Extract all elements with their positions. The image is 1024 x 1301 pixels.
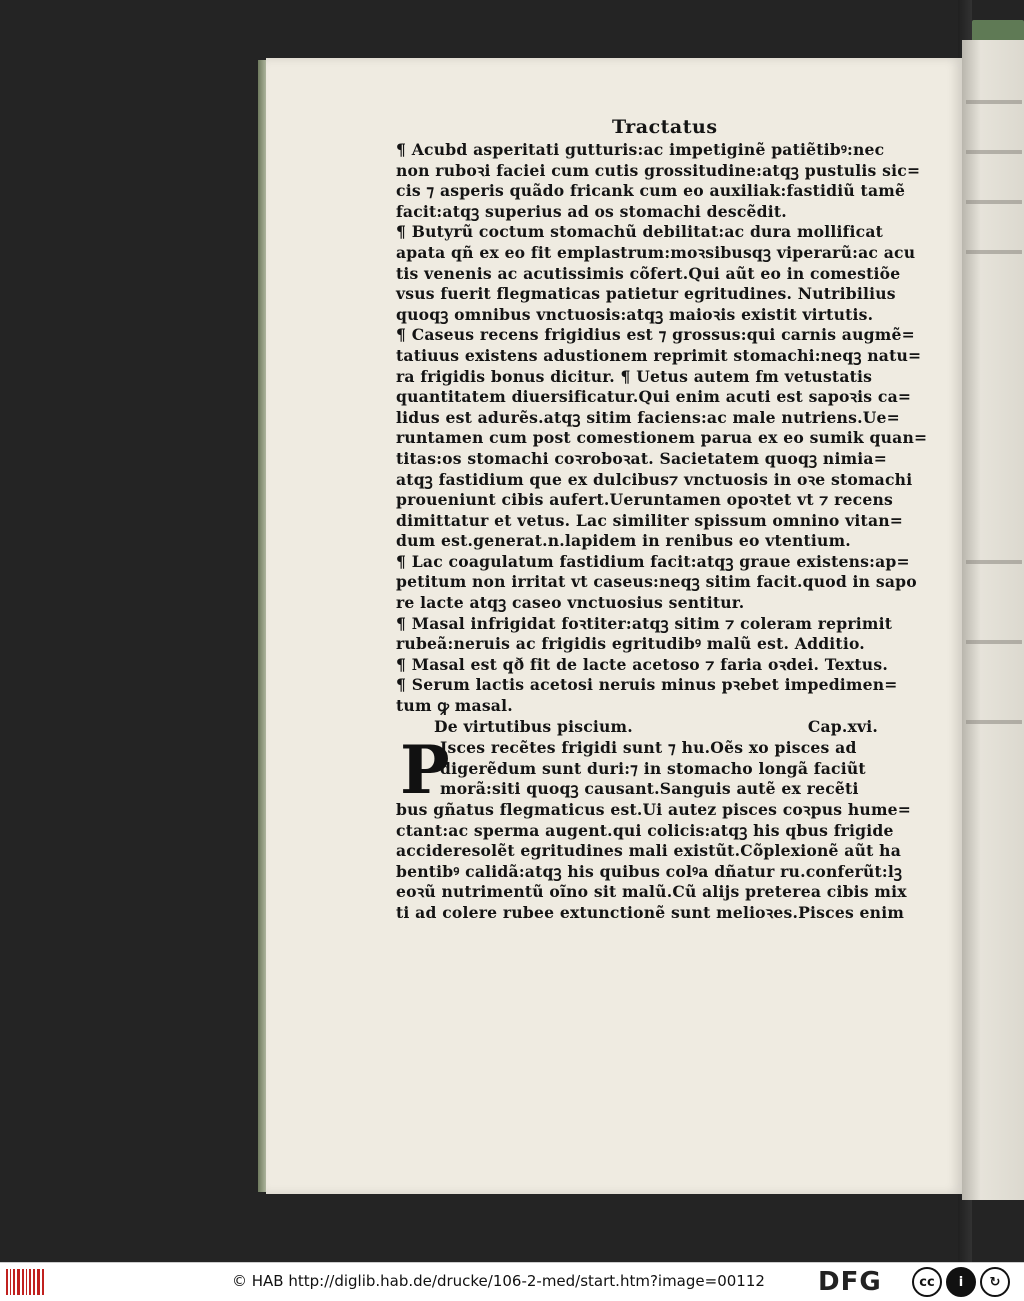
text-line: ¶ Masal est qð fit de lacte acetoso ⁊ faria oꝛdei. Textus. <box>396 654 888 674</box>
text-line: re lacte atqꝫ caseo vnctuosius sentitur. <box>396 593 745 613</box>
text-line: Isces recẽtes frigidi sunt ⁊ hu.Oẽs xo pisces ad <box>440 738 857 758</box>
footer-bar <box>0 1262 1024 1301</box>
by-icon: i <box>946 1267 976 1297</box>
paragraph <box>396 325 944 552</box>
drop-initial: P <box>400 731 450 810</box>
text-line: ¶ Masal infrigidat foꝛtiter:atqꝫ sitim ⁊ coleram reprimit <box>396 613 893 633</box>
paragraph <box>396 655 944 676</box>
text-line: runtamen cum post comestionem parua ex eo sumik quan= <box>396 428 928 448</box>
text-line: atqꝫ fastidium que ex dulcibus⁊ vnctuosis in oꝛe stomachi <box>396 469 913 489</box>
text-line: quantitatem diuersificatur.Qui enim acuti est sapoꝛis ca= <box>396 387 912 407</box>
text-line: quoqꝫ omnibus vnctuosis:atqꝫ maioꝛis existit virtutis. <box>396 304 874 324</box>
paragraph <box>396 222 944 325</box>
text-line: bus gñatus flegmaticus est.Ui autez pisces coꝛpus hume= <box>396 800 912 819</box>
text-line: non ruboꝛi faciei cum cutis grossitudine:atqꝫ pustulis sic= <box>396 160 921 180</box>
cc-icon: cc <box>912 1267 942 1297</box>
text-line: titas:os stomachi coꝛroboꝛat. Sacietatem quoqꝫ nimia= <box>396 448 887 468</box>
text-line: petitum non irritat vt caseus:neqꝫ sitim facit.quod in sapo <box>396 572 917 592</box>
text-line: cis ⁊ asperis quãdo fricank cum eo auxiliak:fastidiũ tamẽ <box>396 181 906 201</box>
text-line: ti ad colere rubee extunctionẽ sunt melioꝛes.Pisces enim <box>396 902 905 922</box>
text-line: eoꝛũ nutrimentũ oĩno sit malũ.Cũ alijs preterea cibis mix <box>396 882 907 902</box>
cc-license-badge[interactable] <box>912 1267 1018 1297</box>
chapter-number: Cap.xvi. <box>807 716 878 736</box>
paragraph <box>396 552 944 614</box>
paragraph <box>396 675 944 716</box>
next-page-cover-edge <box>972 20 1024 42</box>
text-line: tum ꝙ masal. <box>396 696 513 716</box>
running-head: Tractatus <box>612 116 718 138</box>
copyright-link[interactable]: © HAB http://diglib.hab.de/drucke/106-2-med/start.htm?image=00112 <box>232 1272 765 1290</box>
paragraph <box>396 614 944 655</box>
text-line: ¶ Lac coagulatum fastidium facit:atqꝫ graue existens:ap= <box>396 551 910 571</box>
text-line: apata qñ ex eo fit emplastrum:moꝛsibusqꝫ viperarũ:ac acu <box>396 242 916 262</box>
text-line: bentibꝰ calidã:atqꝫ his quibus colꝰa dñatur ru.conferũt:lꝫ <box>396 861 903 881</box>
next-page-edge <box>962 40 1024 1200</box>
text-line: rubeã:neruis ac frigidis egritudibꝰ malũ est. Additio. <box>396 634 865 654</box>
text-line: ¶ Caseus recens frigidius est ⁊ grossus:qui carnis augmẽ= <box>396 325 915 345</box>
chapter-heading <box>396 717 944 738</box>
text-line: tis venenis ac acutissimis cõfert.Qui aũt eo in comestiõe <box>396 263 901 283</box>
text-line: tatiuus existens adustionem reprimit stomachi:neqꝫ natu= <box>396 345 922 365</box>
text-line: facit:atqꝫ superius ad os stomachi descẽdit. <box>396 201 787 221</box>
text-line: ra frigidis bonus dicitur. ¶ Uetus autem fm vetustatis <box>396 366 873 386</box>
text-line: morã:siti quoqꝫ causant.Sanguis autẽ ex recẽti <box>440 779 859 799</box>
text-line: digerẽdum sunt duri:⁊ in stomacho longã faciũt <box>440 758 866 778</box>
chapter-body <box>396 731 944 923</box>
text-line: ¶ Butyrũ coctum stomachũ debilitat:ac dura mollificat <box>396 222 884 242</box>
paragraph <box>396 140 944 222</box>
text-block <box>396 140 944 924</box>
text-line: lidus est adurẽs.atqꝫ sitim faciens:ac male nutriens.Ue= <box>396 407 900 427</box>
chapter-title: De virtutibus piscium. <box>434 716 633 736</box>
text-line: dum est.generat.n.lapidem in renibus eo vtentium. <box>396 531 851 551</box>
text-line: vsus fuerit flegmaticas patietur egritudines. Nutribilius <box>396 284 896 304</box>
text-line: proueniunt cibis aufert.Ueruntamen opoꝛtet vt ⁊ recens <box>396 490 893 510</box>
text-line: accideresolẽt egritudines mali existũt.Cõplexionẽ aũt ha <box>396 841 901 861</box>
text-line: ¶ Acubd asperitati gutturis:ac impetiginẽ patiẽtibꝰ:nec <box>396 140 885 159</box>
sa-icon: ↻ <box>980 1267 1010 1297</box>
text-line: ctant:ac sperma augent.qui colicis:atqꝫ his qbus frigide <box>396 820 894 840</box>
text-line: dimittatur et vetus. Lac similiter spissum omnino vitan= <box>396 510 904 530</box>
library-barcode-icon <box>6 1269 46 1295</box>
dfg-logo: DFG <box>818 1267 882 1297</box>
text-line: ¶ Serum lactis acetosi neruis minus pꝛebet impedimen= <box>396 675 898 695</box>
